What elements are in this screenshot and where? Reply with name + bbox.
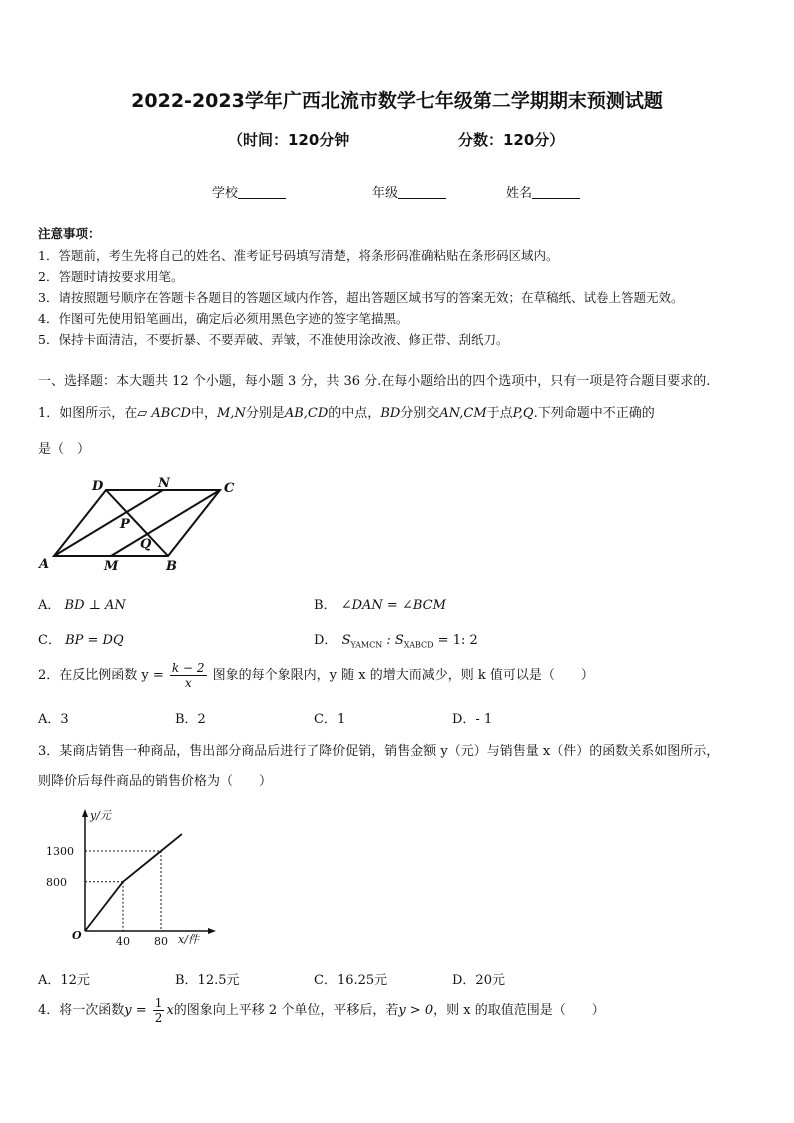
q3-option-a[interactable]: A．12元 <box>38 973 90 988</box>
school-label: 学校 <box>212 186 239 201</box>
note-item: 1．答题前，考生先将自己的姓名、准考证号码填写清楚，将条形码准确粘贴在条形码区域内。 <box>38 248 559 263</box>
q2-option-c[interactable]: C．1 <box>314 712 346 727</box>
y-axis-label: y/元 <box>90 809 111 822</box>
question-1-text: 1．如图所示，在▱ ABCD中，M,N分别是AB,CD的中点，BD分别交AN,CM于点P,Q.下列命题中不正确的 <box>38 406 655 421</box>
q2-option-a[interactable]: A．3 <box>38 712 69 727</box>
parallelogram-figure <box>30 470 250 580</box>
q1-option-a[interactable]: A． BD ⊥ AN <box>38 598 126 613</box>
grade-field[interactable] <box>372 182 446 201</box>
label-m: M <box>104 559 119 574</box>
q2-option-d[interactable]: D．- 1 <box>452 712 493 727</box>
series-line <box>85 834 182 931</box>
fraction-k-2-over-x: $\frac{k - 2}{x}$ <box>171 661 205 690</box>
sales-chart <box>40 805 220 950</box>
x-tick-label: 80 <box>154 935 168 948</box>
note-item: 2．答题时请按要求用笔。 <box>38 269 184 284</box>
question-2-text: 2．在反比例函数 y = $\frac{k - 2}{x}$ 图象的每个象限内，y 随 x 的增大而减少，则 k 值可以是（ ） <box>38 661 594 690</box>
q1-option-c[interactable]: C． BP = DQ <box>38 633 124 648</box>
name-field[interactable] <box>506 182 580 201</box>
x-tick-label: 40 <box>116 935 130 948</box>
y-tick-label: 1300 <box>46 845 74 858</box>
y-axis-arrow <box>82 809 88 817</box>
note-item: 3．请按照题号顺序在答题卡各题目的答题区域内作答，超出答题区域书写的答案无效；在草稿纸、试卷上答题无效。 <box>38 290 684 305</box>
q3-option-d[interactable]: D．20元 <box>452 973 505 988</box>
label-p: P <box>120 517 130 532</box>
name-label: 姓名 <box>506 186 533 201</box>
q1-option-b[interactable]: B． ∠DAN = ∠BCM <box>314 598 446 613</box>
grade-label: 年级 <box>372 186 399 201</box>
label-n: N <box>158 476 170 491</box>
note-item: 4．作图可先使用铅笔画出，确定后必须用黑色字迹的签字笔描黑。 <box>38 311 409 326</box>
question-3-line2: 则降价后每件商品的销售价格为（ ） <box>38 774 273 789</box>
x-axis-label: x/件 <box>178 933 199 946</box>
notes-heading: 注意事项： <box>38 226 101 241</box>
label-q: Q <box>140 537 152 552</box>
question-1-line2: 是（ ） <box>38 442 91 457</box>
label-a: A <box>39 557 50 572</box>
segment-bd <box>106 490 168 556</box>
fraction-one-half: $\frac{1}{2}$ <box>154 996 163 1025</box>
q3-option-c[interactable]: C．16.25元 <box>314 973 388 988</box>
school-field[interactable] <box>212 182 286 201</box>
q3-option-b[interactable]: B．12.5元 <box>175 973 240 988</box>
origin-label: O <box>72 929 82 942</box>
x-axis-arrow <box>208 928 216 934</box>
exam-time: （时间：120分钟 <box>228 131 350 149</box>
section-heading: 一、选择题：本大题共 12 个小题，每小题 3 分，共 36 分.在每小题给出的四个选项中，只有一项是符合题目要求的. <box>38 374 711 389</box>
label-b: B <box>166 559 177 574</box>
note-item: 5．保持卡面清洁，不要折暴、不要弄破、弄皱，不准使用涂改液、修正带、刮纸刀。 <box>38 332 509 347</box>
label-d: D <box>92 479 104 494</box>
label-c: C <box>224 481 235 496</box>
question-4-text: 4．将一次函数y = $\frac{1}{2}$ x的图象向上平移 2 个单位，平移后，若y > 0，则 x 的取值范围是（ ） <box>38 996 605 1025</box>
exam-score: 分数：120分） <box>458 131 565 149</box>
q2-option-b[interactable]: B．2 <box>175 712 206 727</box>
question-3-line1: 3．某商店销售一种商品，售出部分商品后进行了降价促销，销售金额 y（元）与销售量 x（件）的函数关系如图所示， <box>38 744 720 759</box>
q1-option-d[interactable]: D． $S_{YAMCN}$ : $S_{XABCD} = 1$: 2 <box>314 633 478 650</box>
y-tick-label: 800 <box>46 875 67 889</box>
page-title: 2022-2023学年广西北流市数学七年级第二学期期末预测试题 <box>131 90 663 112</box>
